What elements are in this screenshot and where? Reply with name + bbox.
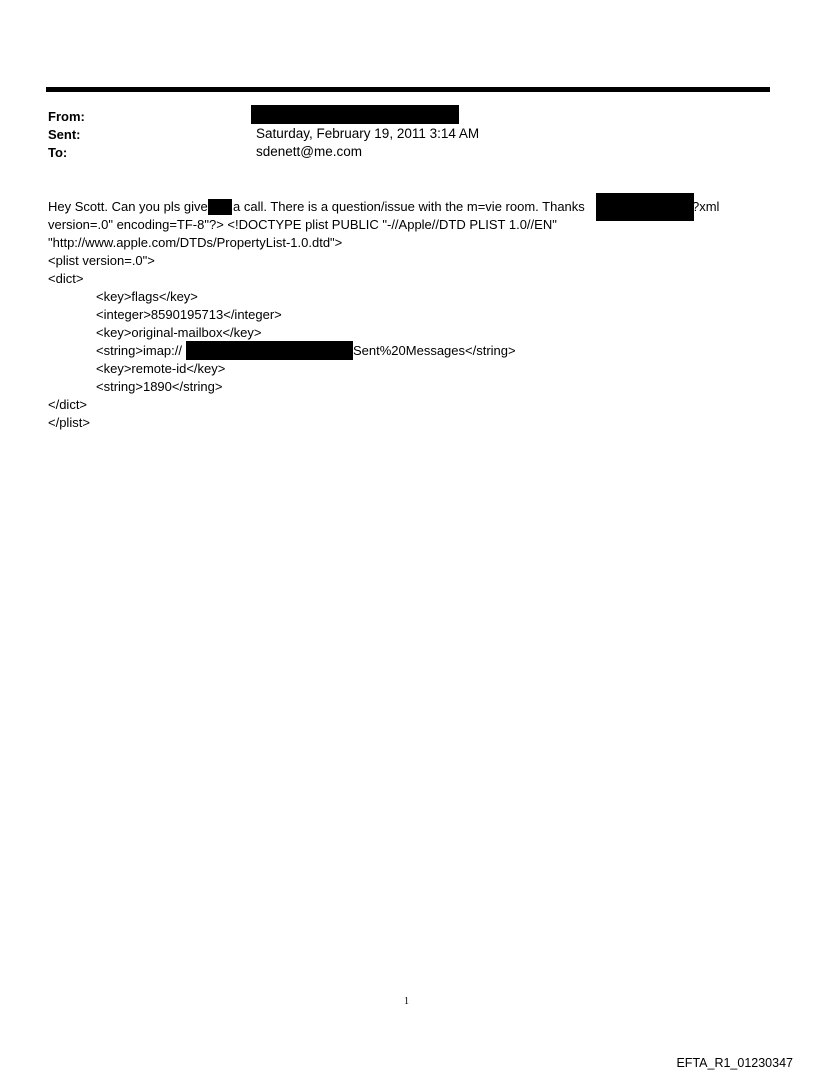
body-line-12: </dict> bbox=[48, 397, 88, 412]
from-label: From: bbox=[48, 109, 85, 124]
page-number: 1 bbox=[404, 996, 409, 1007]
body-line-9b: Sent%20Messages</string> bbox=[353, 343, 516, 358]
redaction-body-3 bbox=[186, 341, 353, 360]
body-line-1a: Hey Scott. Can you pls give bbox=[48, 199, 208, 214]
redaction-from bbox=[251, 105, 459, 124]
body-line-11: <string>1890</string> bbox=[96, 379, 223, 394]
top-divider bbox=[46, 87, 770, 92]
body-line-5: <dict> bbox=[48, 271, 84, 286]
body-line-13: </plist> bbox=[48, 415, 90, 430]
body-line-9a: <string>imap:// bbox=[96, 343, 182, 358]
sent-label: Sent: bbox=[48, 127, 81, 142]
body-line-10: <key>remote-id</key> bbox=[96, 361, 226, 376]
body-line-1c: ?xml bbox=[692, 199, 720, 214]
to-value: sdenett@me.com bbox=[256, 144, 362, 159]
body-line-7: <integer>8590195713</integer> bbox=[96, 307, 282, 322]
body-line-8: <key>original-mailbox</key> bbox=[96, 325, 262, 340]
redaction-body-2 bbox=[596, 193, 694, 221]
to-label: To: bbox=[48, 145, 68, 160]
body-line-2: version=.0" encoding=TF-8"?> <!DOCTYPE plist PUBLIC "-//Apple//DTD PLIST 1.0//EN" bbox=[48, 217, 557, 232]
bates-number: EFTA_R1_01230347 bbox=[676, 1056, 793, 1070]
redaction-body-1 bbox=[208, 199, 232, 215]
body-line-1b: a call. There is a question/issue with the m=vie room. Thanks bbox=[233, 199, 585, 214]
body-line-3: "http://www.apple.com/DTDs/PropertyList-1.0.dtd"> bbox=[48, 235, 343, 250]
body-line-4: <plist version=.0"> bbox=[48, 253, 155, 268]
body-line-6: <key>flags</key> bbox=[96, 289, 198, 304]
sent-value: Saturday, February 19, 2011 3:14 AM bbox=[256, 126, 480, 141]
